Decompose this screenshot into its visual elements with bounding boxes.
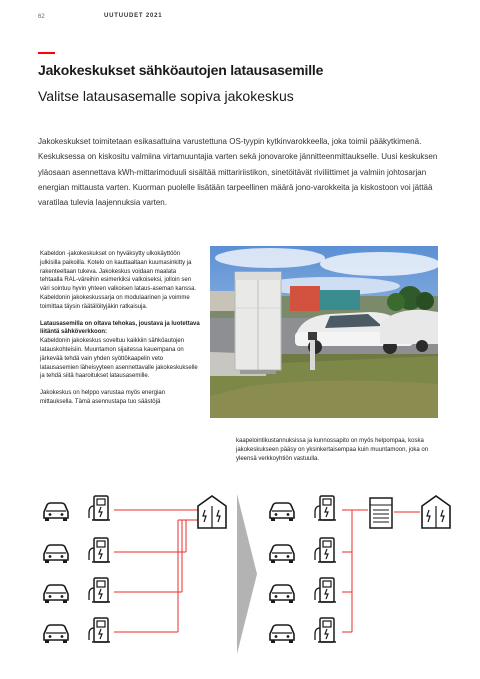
car-icon [270, 503, 294, 521]
intro-paragraph: Jakokeskukset toimitetaan esikasattuina varustettuna OS-tyypin kytkinvarokkeella, joka toimii pääkytkimenä. Keskuksessa on kiskositu valmiina virtamuuntajia varten sekä jonovaroke jännitteenmittaukselle. Uusi keskuksen yläosaan asennettava kWh-mittarimoduuli sisältää mittaririistikon, sinetöitävät riviliittimet ja valmiin johtosarjan energian mittausta varten. Kuorman puolelle lisätään tarpeellinen määrä jono-varokkeita ja kiskostoon voi jättää varatilaa tulevia laajennuksia varten. [38, 137, 438, 208]
issue-label: UUTUUDET 2021 [104, 13, 163, 19]
paragraph-connection [40, 320, 200, 382]
charging-station-icon [315, 578, 336, 602]
charging-station-photo [210, 246, 438, 418]
charging-station-icon [89, 618, 110, 642]
car-icon [270, 585, 294, 603]
charging-station-icon [315, 618, 336, 642]
car-icon [44, 585, 68, 603]
charging-station-icon [89, 496, 110, 520]
page-title: Jakokeskukset sähköautojen latausasemille [38, 62, 324, 78]
diagram-cabinet-feed [264, 490, 464, 650]
substation-icon [198, 496, 226, 528]
car-icon [44, 625, 68, 643]
left-column [40, 250, 200, 415]
paragraph-metering: Jakokeskus on helppo varustaa myös energian mittauksella. Tämä asennustapa tuo säästöjä [40, 390, 166, 405]
charging-station-icon [89, 538, 110, 562]
paragraph-heading: Latausasemilla on oltava tehokas, joustava ja luotettava liitäntä sähköverkkoon: [40, 320, 200, 336]
car-icon [270, 545, 294, 563]
car-icon [44, 545, 68, 563]
accent-bar [38, 52, 55, 54]
right-column: kaapelointikustannuksissa ja kunnossapito on myös helpompaa, koska jakokeskukseen pääsy on yksinkertaisempaa kuin muuntamoon, joka on yleensä verkkoyhtiön vastuulla. [236, 438, 429, 462]
substation-icon [422, 496, 450, 528]
car-icon [270, 625, 294, 643]
arrow-icon [235, 494, 259, 654]
page-subtitle: Valitse latausasemalle sopiva jakokeskus [38, 88, 294, 104]
paragraph-approval: Kabeldon -jakokeskukset on hyväksytty ulkokäyttöön julkisilla paikoilla. Kotelo on kauttaaltaan kuumasinkitty ja rakenteeltaan tukeva. Jakokeskus voidaan maalata tehtaalla RAL-väreihin esimerkiksi valkoiseksi, jolloin sen väri sointuu hyvin yhteen valkoisen lataus-aseman kanssa. Kabeldonin jakokeskussarja on modulaarinen ja voimme toimittaa täysin räätälöityjäkin ratkaisuja. [40, 251, 197, 310]
paragraph-body: Kabeldonin jakokeskus soveltuu kaikkiin sähköautojen latauskohteisiin. Muuntamon sijaitessa kauempana on järkevää tehdä vain yhden syöttökaapelin veto latausasemien läheisyyteen asennettavalle jakokeskukselle ja tehdä siitä haaroitukset latausasemille. [40, 338, 198, 380]
diagram-direct-feed [36, 490, 236, 650]
charging-station-icon [315, 496, 336, 520]
car-icon [44, 503, 68, 521]
distribution-cabinet-icon [370, 498, 392, 528]
charging-station-icon [315, 538, 336, 562]
page-number: 62 [38, 14, 45, 20]
charging-station-icon [89, 578, 110, 602]
